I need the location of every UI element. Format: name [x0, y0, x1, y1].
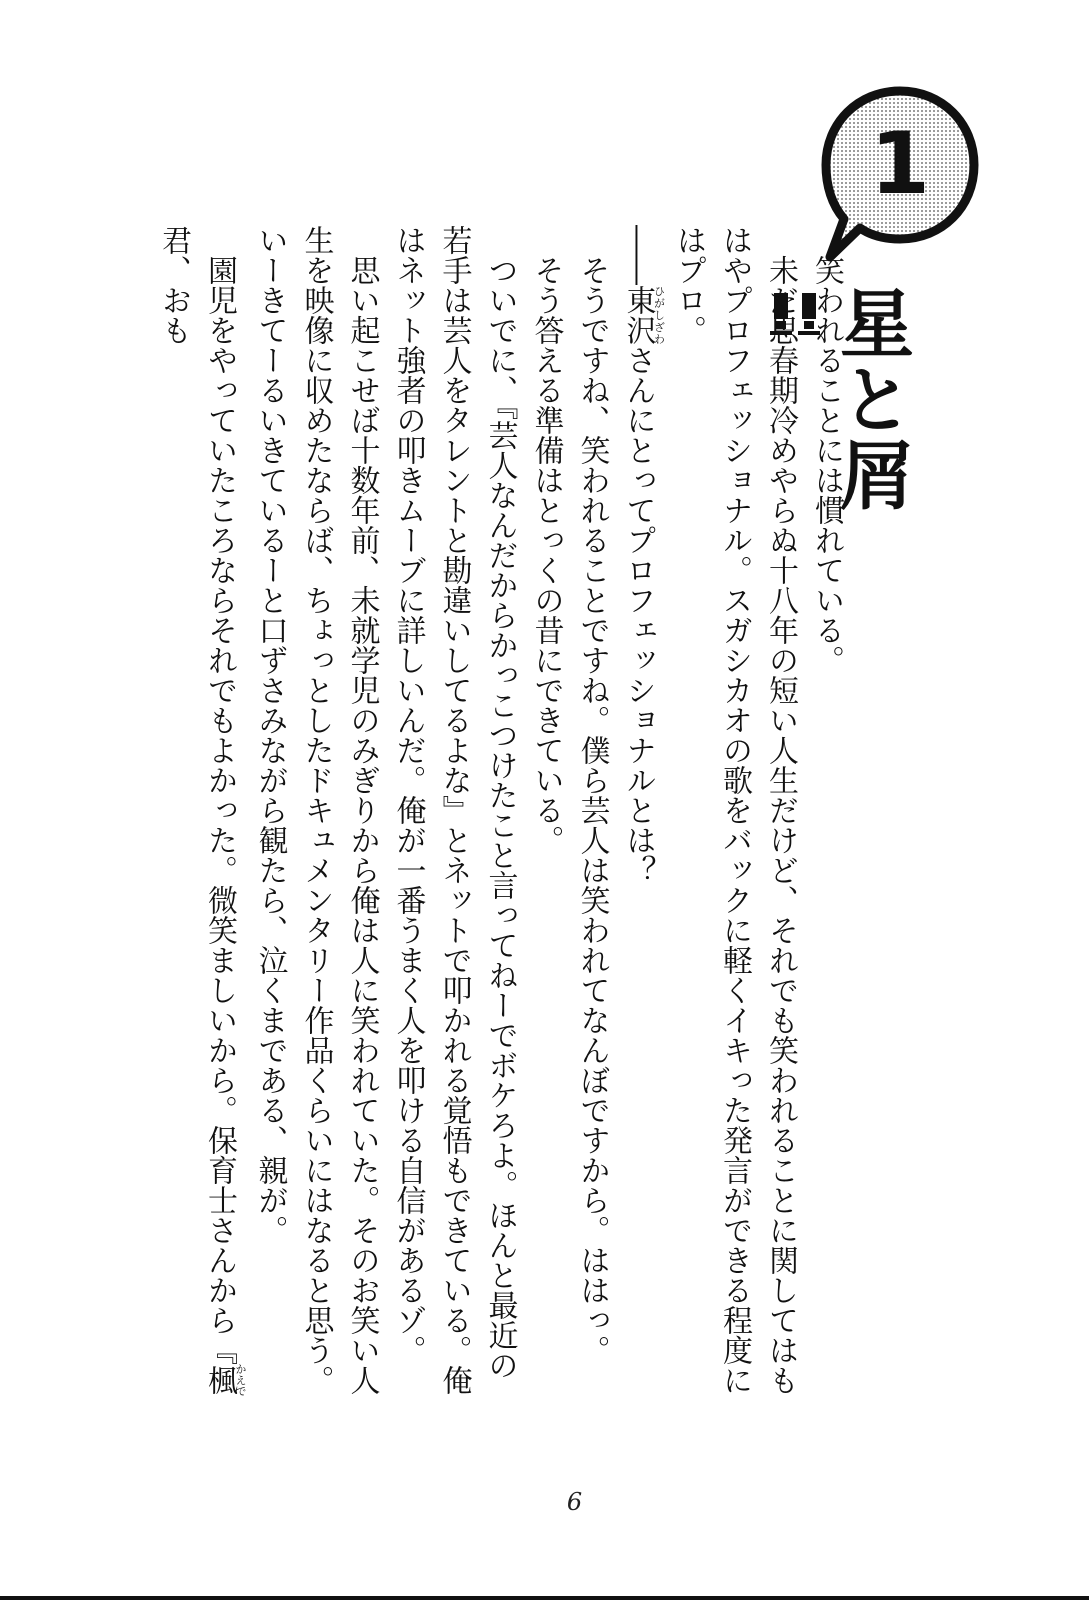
ruby-reading: ひがしざわ — [652, 285, 666, 345]
ruby-name — [202, 1363, 247, 1397]
paragraph — [665, 225, 803, 1405]
paragraph-text: 園児をやっていたころならそれでもよかった。微笑ましいから。保育士さんから『 — [202, 255, 237, 1365]
paragraph-text: 笑われることには慣れている。 — [809, 255, 844, 675]
paragraph-text: ―― — [620, 225, 656, 285]
chapter-title-text: 星と屑 — [828, 285, 914, 513]
chapter-number: 1 — [870, 114, 930, 214]
paragraph — [523, 225, 569, 1405]
ruby-base: 東沢 — [620, 285, 656, 345]
paragraph — [385, 225, 523, 1405]
paragraph-text: 君、おも — [156, 225, 191, 345]
ruby-base: 楓 — [202, 1363, 237, 1397]
paragraph-text: さんにとってプロフェッショナルとは？ — [620, 345, 656, 885]
paragraph-text: そう答える準備はとっくの昔にできている。 — [528, 255, 564, 855]
paragraph — [803, 225, 849, 1405]
paragraph — [615, 225, 666, 1405]
paragraph-text: 思い起こせば十数年前、未就学児のみぎりから俺は人に笑われていた。そのお笑い人生を映像に収めたならば、ちょっとしたドキュメンタリー作品くらいにはなると思う。いーきてーるいきているーと口ずさみながら観たら、泣くまである、親が。 — [252, 225, 380, 1395]
body-text — [150, 225, 849, 1405]
ruby-name — [620, 285, 666, 345]
paragraph — [247, 225, 385, 1405]
bottom-border — [0, 1596, 1089, 1600]
ruby-reading: かえで — [234, 1363, 247, 1397]
paragraph-text: そうですね、笑われることですね。僕ら芸人は笑われてなんぼですから。ははっ。 — [574, 255, 610, 1365]
paragraph — [150, 225, 247, 1405]
paragraph-text: 未だ思春期冷めやらぬ十八年の短い人生だけど、それでも笑われることに関してはもはやプロフェッショナル。スガシカオの歌をバックに軽くイキった発言ができる程度にはプロ。 — [671, 225, 798, 1395]
page-number: 6 — [566, 1488, 583, 1516]
paragraph-text: ついでに、『芸人なんだからかっこつけたこと言ってねーでボケろよ。ほんと最近の若手は芸人をタレントと勘違いしてるよな』とネットで叩かれる覚悟もできている。俺はネット強者の叩きムーブに詳しいんだ。俺が一番うまく人を叩ける自信があるゾ。 — [390, 225, 518, 1395]
paragraph — [569, 225, 615, 1405]
